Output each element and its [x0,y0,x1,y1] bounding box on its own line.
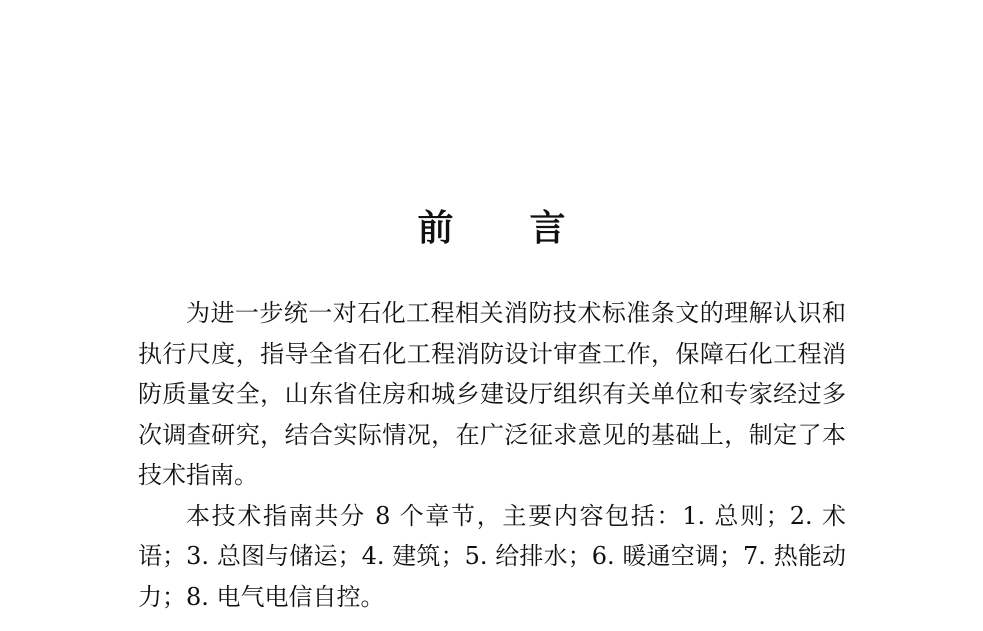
paragraph-intro: 为进一步统一对石化工程相关消防技术标准条文的理解认识和执行尺度，指导全省石化工程消防设计审查工作，保障石化工程消防质量安全，山东省住房和城乡建设厅组织有关单位和专家经过多次调查研究，结合实际情况，在广泛征求意见的基础上，制定了本技术指南。 [138,299,846,489]
document-body [138,293,846,617]
paragraph-contents: 本技术指南共分 8 个章节，主要内容包括：1. 总则；2. 术语；3. 总图与储运；4. 建筑；5. 给排水；6. 暖通空调；7. 热能动力；8. 电气电信自控。 [138,501,846,611]
page-title: 前言 [417,207,642,249]
